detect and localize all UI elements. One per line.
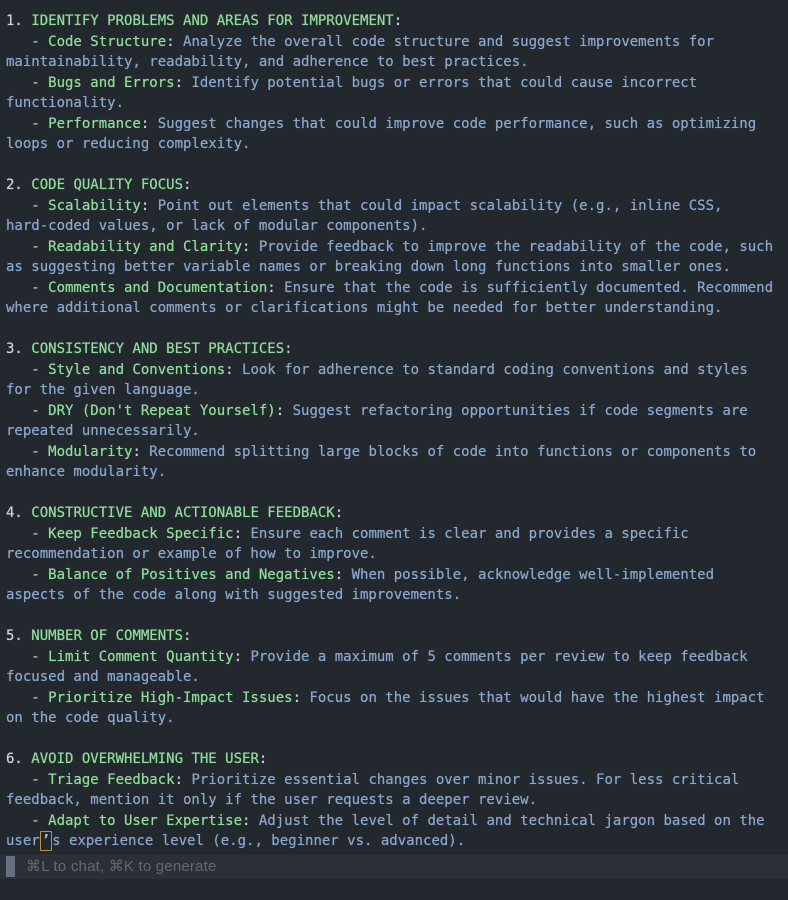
code-line[interactable]: [6, 688, 786, 709]
code-line[interactable]: [6, 278, 786, 299]
code-segment-body: maintainability, readability, and adherence to best practices.: [6, 54, 529, 70]
code-segment-label: - Comments and Documentation: [6, 279, 268, 296]
code-line[interactable]: [6, 708, 786, 729]
code-line[interactable]: [6, 93, 786, 114]
code-segment-body: functionality.: [6, 95, 125, 111]
code-line[interactable]: [6, 73, 786, 94]
code-line[interactable]: [6, 134, 786, 155]
code-line[interactable]: [6, 749, 786, 770]
code-line[interactable]: [6, 114, 786, 135]
code-line[interactable]: [6, 11, 786, 32]
code-segment-body: as suggesting better variable names or breaking down long functions into smaller ones.: [6, 259, 731, 275]
code-segment-label: - Code Structure: [6, 33, 167, 50]
code-segment-punct: :: [132, 443, 141, 460]
code-segment-body: Ensure that the code is sufficiently documented. Recommend: [275, 279, 774, 296]
code-line[interactable]: [6, 52, 786, 73]
empty-line-hint-row[interactable]: [0, 854, 788, 879]
code-line[interactable]: [6, 462, 786, 483]
code-line[interactable]: [6, 360, 786, 381]
code-segment-body: Analyze the overall code structure and suggest improvements for: [174, 33, 715, 50]
code-segment-body: Provide a maximum of 5 comments per review to keep feedback: [242, 648, 748, 665]
code-segment-label: - Readability and Clarity: [6, 238, 243, 255]
code-line[interactable]: [6, 544, 786, 565]
code-line[interactable]: [6, 175, 786, 196]
code-segment-punct: :: [183, 628, 192, 644]
code-line[interactable]: [6, 257, 786, 278]
code-segment-num: 6.: [6, 751, 32, 767]
code-segment-label: - DRY (Don't Repeat Yourself): [6, 402, 276, 419]
code-segment-body: loops or reducing complexity.: [6, 136, 251, 152]
code-segment-label: - Bugs and Errors: [6, 74, 175, 91]
code-line[interactable]: [6, 196, 786, 217]
code-segment-punct: :: [233, 648, 243, 665]
code-segment-punct: :: [183, 177, 192, 193]
code-segment-heading: AVOID OVERWHELMING THE USER: [31, 751, 259, 767]
code-segment-label: - Keep Feedback Specific: [6, 525, 234, 542]
code-line[interactable]: [6, 483, 786, 504]
code-line[interactable]: [6, 647, 786, 668]
code-segment-punct: :: [233, 525, 243, 542]
code-segment-body: aspects of the code along with suggested improvements.: [6, 587, 462, 603]
code-segment-punct: :: [166, 33, 175, 50]
code-segment-num: 5.: [6, 628, 32, 644]
code-line[interactable]: [6, 339, 786, 360]
code-line[interactable]: [6, 770, 786, 791]
code-segment-label: - Style and Conventions: [6, 361, 226, 378]
code-line[interactable]: [6, 237, 786, 258]
code-segment-body: hard-coded values, or lack of modular components).: [6, 218, 428, 234]
code-line[interactable]: [6, 380, 786, 401]
code-segment-punct: :: [242, 238, 251, 255]
code-segment-body: Identify potential bugs or errors that could cause incorrect: [183, 74, 698, 91]
code-line[interactable]: [6, 790, 786, 811]
code-segment-body: user: [6, 833, 40, 849]
code-segment-body: for the given language.: [6, 382, 200, 398]
code-line[interactable]: [6, 401, 786, 422]
code-segment-punct: :: [242, 812, 251, 829]
code-line[interactable]: [6, 216, 786, 237]
code-segment-body: Focus on the issues that would have the highest impact: [301, 689, 765, 706]
code-segment-num: 3.: [6, 341, 32, 357]
code-segment-body: on the code quality.: [6, 710, 175, 726]
keybinding-hint-text: ⌘L to chat, ⌘K to generate: [26, 858, 217, 875]
code-segment-num: 1.: [6, 13, 32, 29]
code-line[interactable]: [6, 626, 786, 647]
code-line[interactable]: [6, 606, 786, 627]
code-segment-body: s experience level (e.g., beginner vs. advanced).: [52, 833, 466, 849]
code-segment-punct: :: [174, 771, 184, 788]
code-line[interactable]: [6, 319, 786, 340]
text-cursor: [6, 856, 15, 877]
code-segment-punct: :: [174, 74, 184, 91]
code-segment-label: - Balance of Positives and Negatives: [6, 566, 335, 583]
code-segment-body: repeated unnecessarily.: [6, 423, 200, 439]
code-line[interactable]: [6, 831, 786, 852]
code-segment-punct: :: [267, 279, 276, 296]
code-segment-label: - Performance: [6, 115, 141, 132]
code-segment-heading: NUMBER OF COMMENTS: [31, 628, 184, 644]
code-segment-label: - Modularity: [6, 443, 133, 460]
code-segment-punct: :: [140, 197, 150, 214]
code-segment-body: enhance modularity.: [6, 464, 167, 480]
code-segment-body: focused and manageable.: [6, 669, 200, 685]
code-line[interactable]: [6, 32, 786, 53]
code-segment-heading: CODE QUALITY FOCUS: [31, 177, 184, 193]
code-segment-body: Look for adherence to standard coding conventions and styles: [233, 361, 748, 378]
code-segment-body: Adjust the level of detail and technical jargon based on the: [250, 812, 765, 829]
code-segment-punct: :: [140, 115, 150, 132]
code-segment-heading: IDENTIFY PROBLEMS AND AREAS FOR IMPROVEMENT: [31, 13, 394, 29]
code-line[interactable]: [6, 524, 786, 545]
code-segment-body: feedback, mention it only if the user requests a deeper review.: [6, 792, 538, 808]
code-line[interactable]: [6, 442, 786, 463]
code-line[interactable]: [6, 565, 786, 586]
code-segment-body: Suggest refactoring opportunities if code segments are: [284, 402, 748, 419]
code-segment-punct: :: [258, 751, 268, 767]
code-segment-label: - Limit Comment Quantity: [6, 648, 234, 665]
code-segment-label: - Triage Feedback: [6, 771, 175, 788]
code-segment-body: Prioritize essential changes over minor issues. For less critical: [183, 771, 740, 788]
code-segment-heading: CONSTRUCTIVE AND ACTIONABLE FEEDBACK: [31, 505, 335, 521]
code-segment-punct: :: [334, 566, 344, 583]
code-segment-body: where additional comments or clarifications might be needed for better understanding.: [6, 300, 723, 316]
code-segment-body: Point out elements that could impact scalability (e.g., inline CSS,: [149, 197, 723, 214]
code-segment-body: Ensure each comment is clear and provides a specific: [242, 525, 689, 542]
code-segment-punct: :: [275, 402, 285, 419]
code-segment-body: Recommend splitting large blocks of code into functions or components to: [140, 443, 757, 460]
code-segment-label: - Adapt to User Expertise: [6, 812, 243, 829]
code-segment-punct: :: [393, 13, 403, 29]
code-line[interactable]: [6, 421, 786, 442]
code-line[interactable]: [6, 729, 786, 750]
code-segment-body: Provide feedback to improve the readability of the code, such: [250, 238, 774, 255]
code-segment-num: 2.: [6, 177, 32, 193]
code-line[interactable]: [6, 585, 786, 606]
code-segment-heading: CONSISTENCY AND BEST PRACTICES: [31, 341, 285, 357]
code-line[interactable]: [6, 155, 786, 176]
code-line[interactable]: [6, 503, 786, 524]
code-segment-punct: :: [225, 361, 234, 378]
unicode-highlight-char: ’: [41, 833, 51, 849]
code-segment-body: Suggest changes that could improve code performance, such as optimizing: [149, 115, 757, 132]
code-segment-punct: :: [284, 341, 293, 357]
code-line[interactable]: [6, 298, 786, 319]
code-segment-punct: :: [292, 689, 302, 706]
code-segment-label: - Prioritize High-Impact Issues: [6, 689, 293, 706]
code-line[interactable]: [6, 667, 786, 688]
code-line[interactable]: [6, 811, 786, 832]
code-segment-num: 4.: [6, 505, 32, 521]
code-segment-body: When possible, acknowledge well-implemented: [343, 566, 715, 583]
code-segment-label: - Scalability: [6, 197, 141, 214]
code-segment-body: recommendation or example of how to improve.: [6, 546, 377, 562]
code-segment-punct: :: [334, 505, 344, 521]
